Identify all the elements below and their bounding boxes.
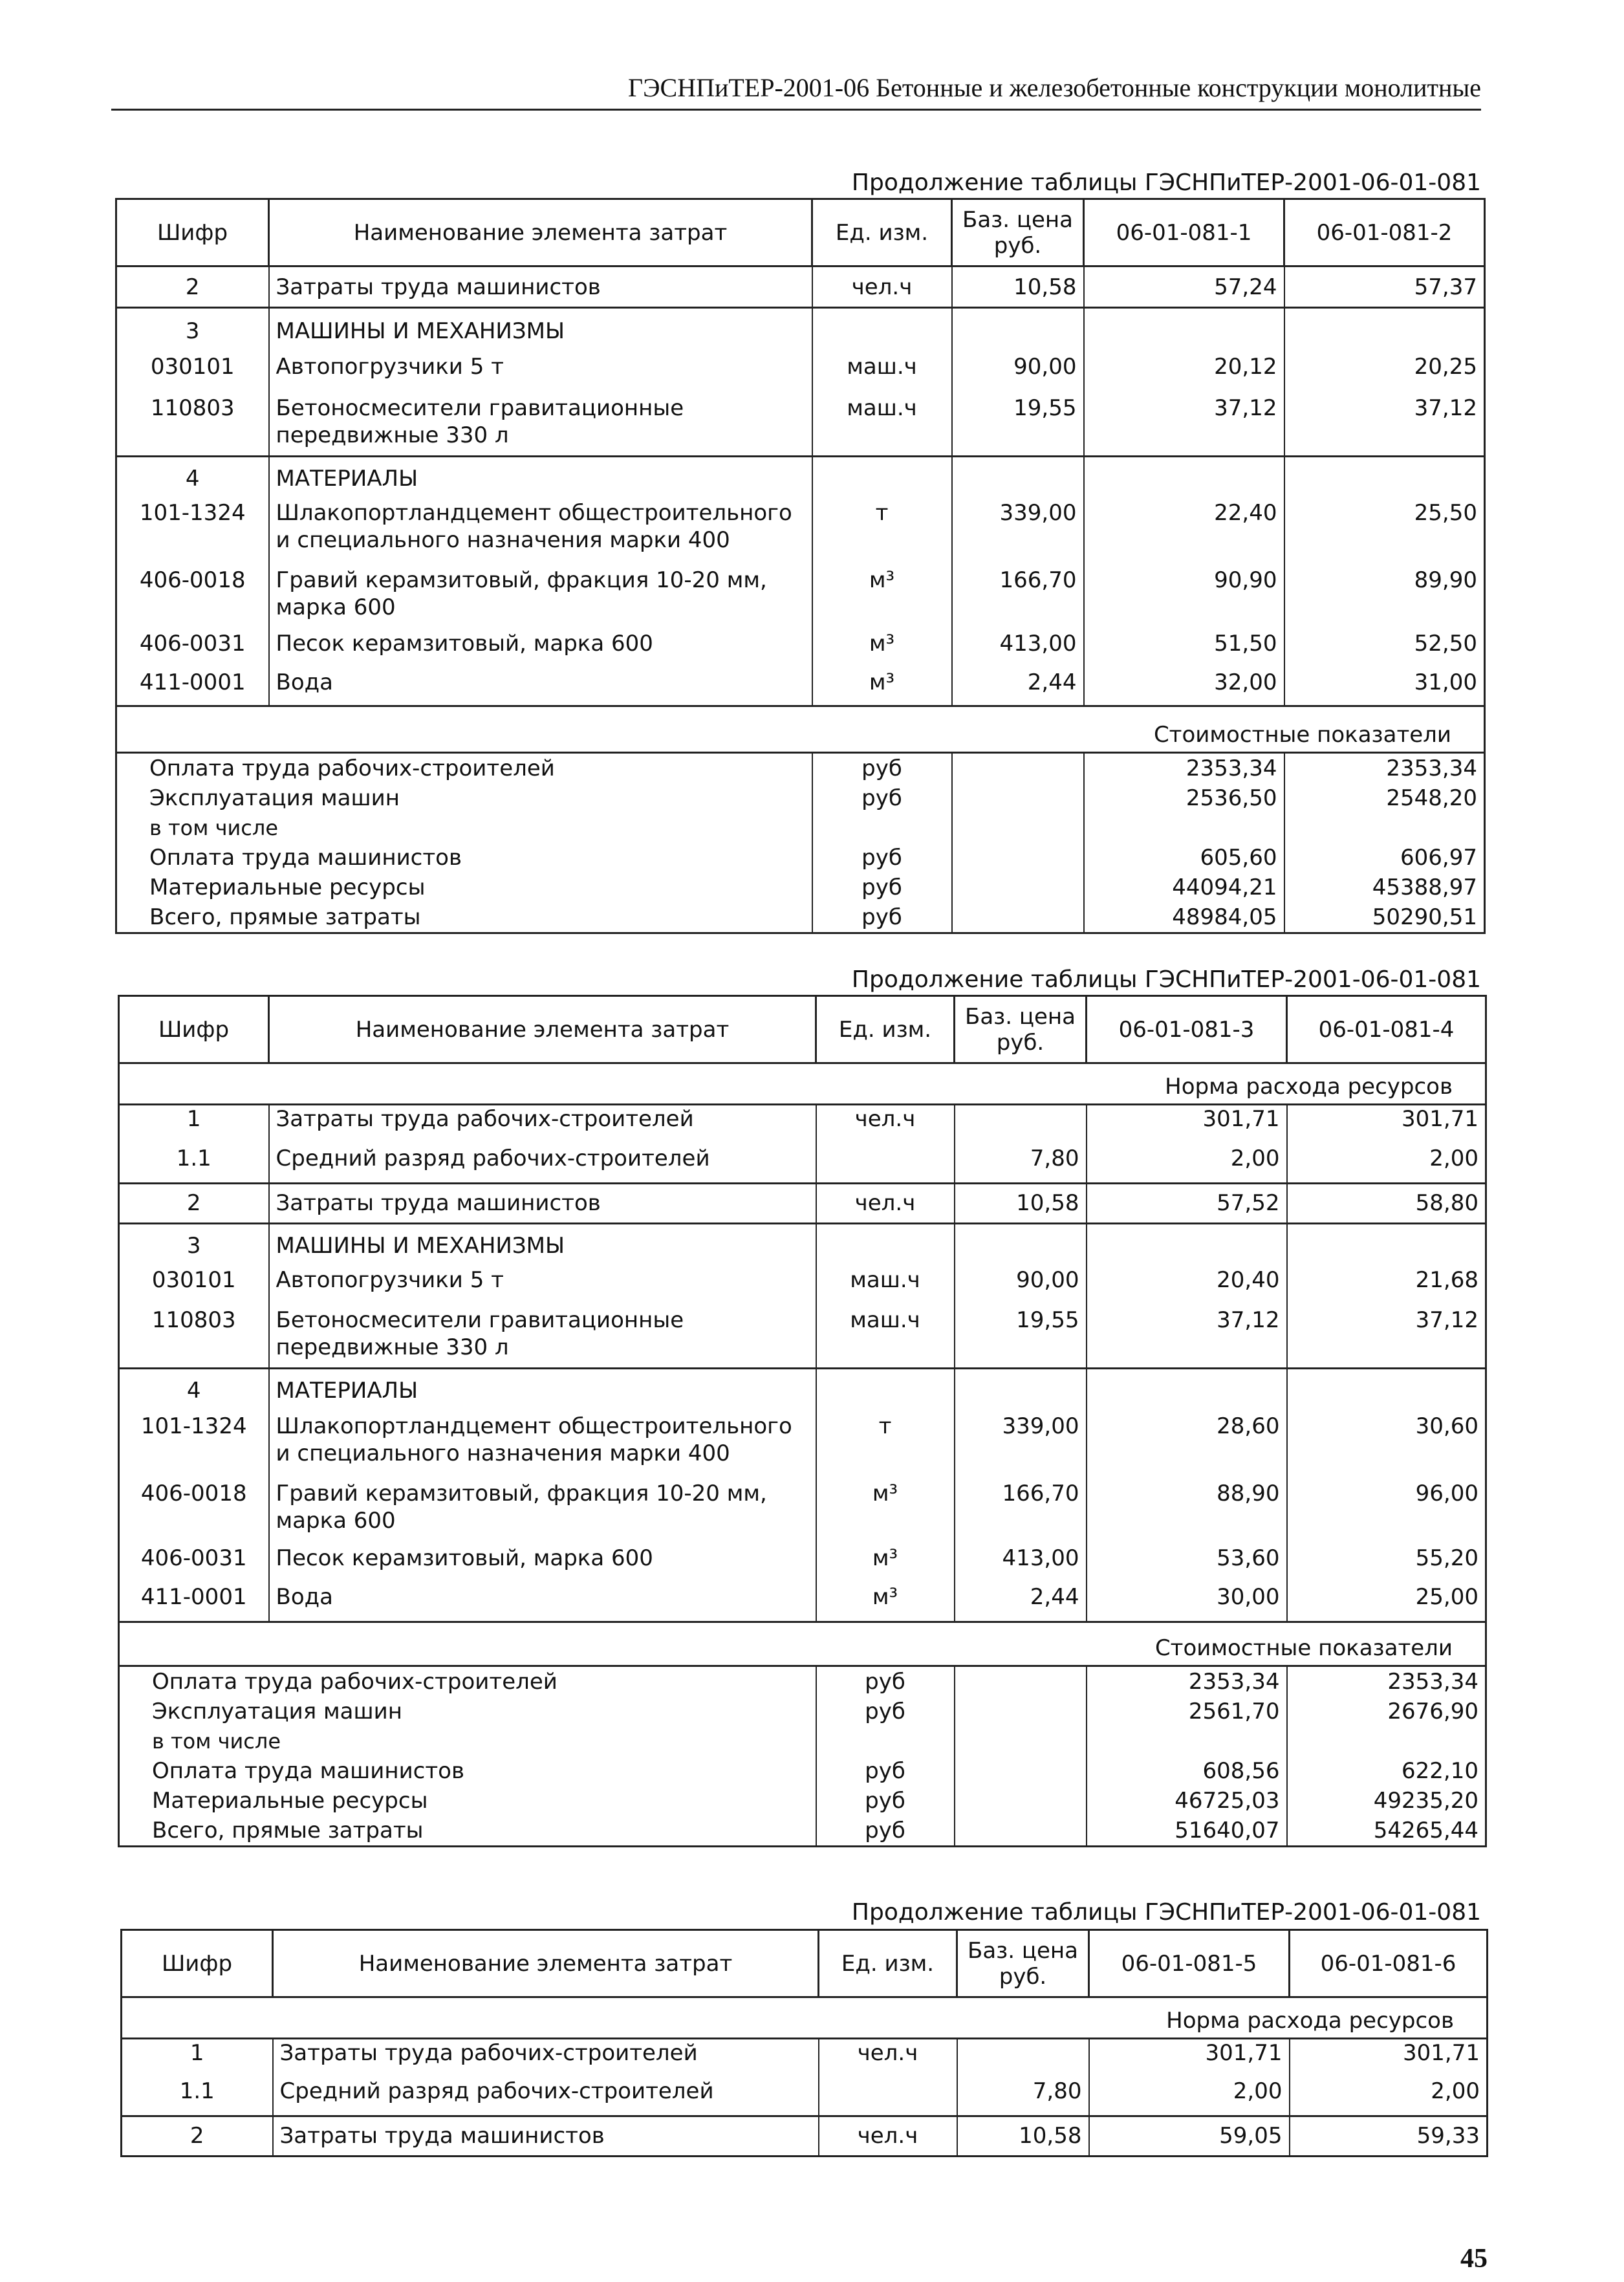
section-band-cost: Стоимостные показатели [116, 706, 1485, 753]
table-row: 4 МАТЕРИАЛЫ [116, 457, 1485, 499]
table-row: 030101 Автопогрузчики 5 т маш.ч 90,00 20,12 20,25 [116, 353, 1485, 395]
summary-row: Материальные ресурсы руб 44094,21 45388,97 [116, 873, 1485, 902]
col-a-header: 06-01-081-3 [1087, 996, 1287, 1063]
table-row: 2 Затраты труда машинистов чел.ч 10,58 57,24 57,37 [116, 266, 1485, 308]
col-name-header: Наименование элемента затрат [269, 199, 812, 266]
table-row: 1.1 Средний разряд рабочих-строителей 7,80 2,00 2,00 [122, 2078, 1488, 2116]
col-name-header: Наименование элемента затрат [273, 1930, 819, 1997]
section-band-norm: Норма расхода ресурсов [122, 1997, 1488, 2039]
summary-row: Оплата труда рабочих-строителей руб 2353,34 2353,34 [119, 1666, 1486, 1697]
table-row: 4 МАТЕРИАЛЫ [119, 1369, 1486, 1413]
summary-row: Эксплуатация машин руб 2536,50 2548,20 [116, 783, 1485, 813]
col-unit-header: Ед. изм. [819, 1930, 957, 1997]
table-row: 406-0031 Песок керамзитовый, марка 600 м³ 413,00 53,60 55,20 [119, 1545, 1486, 1583]
col-a-header: 06-01-081-5 [1089, 1930, 1290, 1997]
table-row: 406-0018 Гравий керамзитовый, фракция 10-20 мм, марка 600 м³ 166,70 88,90 96,00 [119, 1480, 1486, 1545]
table-row: 030101 Автопогрузчики 5 т маш.ч 90,00 20,40 21,68 [119, 1266, 1486, 1307]
table-row: 110803 Бетоносмесители гравитационные передвижные 330 л маш.ч 19,55 37,12 37,12 [116, 395, 1485, 457]
table-header-row [119, 996, 1486, 1063]
running-header [111, 72, 1481, 111]
table-caption-2: Продолжение таблицы ГЭСНПиТЕР-2001-06-01-081 [851, 966, 1481, 993]
table-row: 1 Затраты труда рабочих-строителей чел.ч 301,71 301,71 [119, 1105, 1486, 1145]
summary-row: в том числе [119, 1726, 1486, 1756]
table-row: 101-1324 Шлакопортландцемент общестроительного и специального назначения марки 400 т 339,00 28,60 30,60 [119, 1413, 1486, 1480]
running-header-text: ГЭСНПиТЕР-2001-06 Бетонные и железобетонные конструкции монолитные [627, 73, 1481, 102]
summary-row: в том числе [116, 813, 1485, 843]
table-row: 406-0018 Гравий керамзитовый, фракция 10-20 мм, марка 600 м³ 166,70 90,90 89,90 [116, 567, 1485, 630]
col-price-header: Баз. цена руб. [952, 199, 1084, 266]
table-row: 406-0031 Песок керамзитовый, марка 600 м³ 413,00 51,50 52,50 [116, 630, 1485, 669]
col-code-header: Шифр [119, 996, 269, 1063]
summary-row: Всего, прямые затраты руб 48984,05 50290,51 [116, 902, 1485, 933]
col-unit-header: Ед. изм. [812, 199, 952, 266]
summary-row: Оплата труда рабочих-строителей руб 2353,34 2353,34 [116, 753, 1485, 784]
table-row: 2 Затраты труда машинистов чел.ч 10,58 59,05 59,33 [122, 2116, 1488, 2157]
col-a-header: 06-01-081-1 [1084, 199, 1284, 266]
section-band-norm: Норма расхода ресурсов [119, 1063, 1486, 1105]
col-b-header: 06-01-081-2 [1284, 199, 1485, 266]
col-b-header: 06-01-081-4 [1287, 996, 1486, 1063]
resource-table-2 [118, 995, 1487, 1847]
section-band-cost: Стоимостные показатели [119, 1622, 1486, 1666]
table-header-row [122, 1930, 1488, 1997]
summary-row: Материальные ресурсы руб 46725,03 49235,20 [119, 1786, 1486, 1816]
table-caption-1: Продолжение таблицы ГЭСНПиТЕР-2001-06-01-081 [851, 169, 1481, 196]
summary-row: Эксплуатация машин руб 2561,70 2676,90 [119, 1697, 1486, 1726]
col-code-header: Шифр [116, 199, 269, 266]
table-row: 1 Затраты труда рабочих-строителей чел.ч 301,71 301,71 [122, 2039, 1488, 2078]
col-price-header: Баз. цена руб. [955, 996, 1087, 1063]
col-price-header: Баз. цена руб. [957, 1930, 1089, 1997]
page-number: 45 [1460, 2244, 1488, 2274]
summary-row: Всего, прямые затраты руб 51640,07 54265,44 [119, 1816, 1486, 1847]
table-caption-3: Продолжение таблицы ГЭСНПиТЕР-2001-06-01-081 [851, 1899, 1481, 1926]
resource-table-1 [115, 198, 1486, 934]
table-row: 411-0001 Вода м³ 2,44 30,00 25,00 [119, 1583, 1486, 1622]
col-code-header: Шифр [122, 1930, 273, 1997]
resource-table-3 [120, 1929, 1488, 2157]
col-unit-header: Ед. изм. [816, 996, 955, 1063]
table-row: 2 Затраты труда машинистов чел.ч 10,58 57,52 58,80 [119, 1184, 1486, 1224]
col-name-header: Наименование элемента затрат [269, 996, 816, 1063]
table-header-row [116, 199, 1485, 266]
table-row: 3 МАШИНЫ И МЕХАНИЗМЫ [119, 1224, 1486, 1266]
table-row: 101-1324 Шлакопортландцемент общестроительного и специального назначения марки 400 т 339,00 22,40 25,50 [116, 499, 1485, 567]
summary-row: Оплата труда машинистов руб 605,60 606,97 [116, 843, 1485, 873]
table-row: 1.1 Средний разряд рабочих-строителей 7,80 2,00 2,00 [119, 1145, 1486, 1184]
table-row: 411-0001 Вода м³ 2,44 32,00 31,00 [116, 669, 1485, 706]
table-row: 3 МАШИНЫ И МЕХАНИЗМЫ [116, 308, 1485, 353]
summary-row: Оплата труда машинистов руб 608,56 622,10 [119, 1756, 1486, 1786]
col-b-header: 06-01-081-6 [1290, 1930, 1488, 1997]
table-row: 110803 Бетоносмесители гравитационные передвижные 330 л маш.ч 19,55 37,12 37,12 [119, 1307, 1486, 1369]
